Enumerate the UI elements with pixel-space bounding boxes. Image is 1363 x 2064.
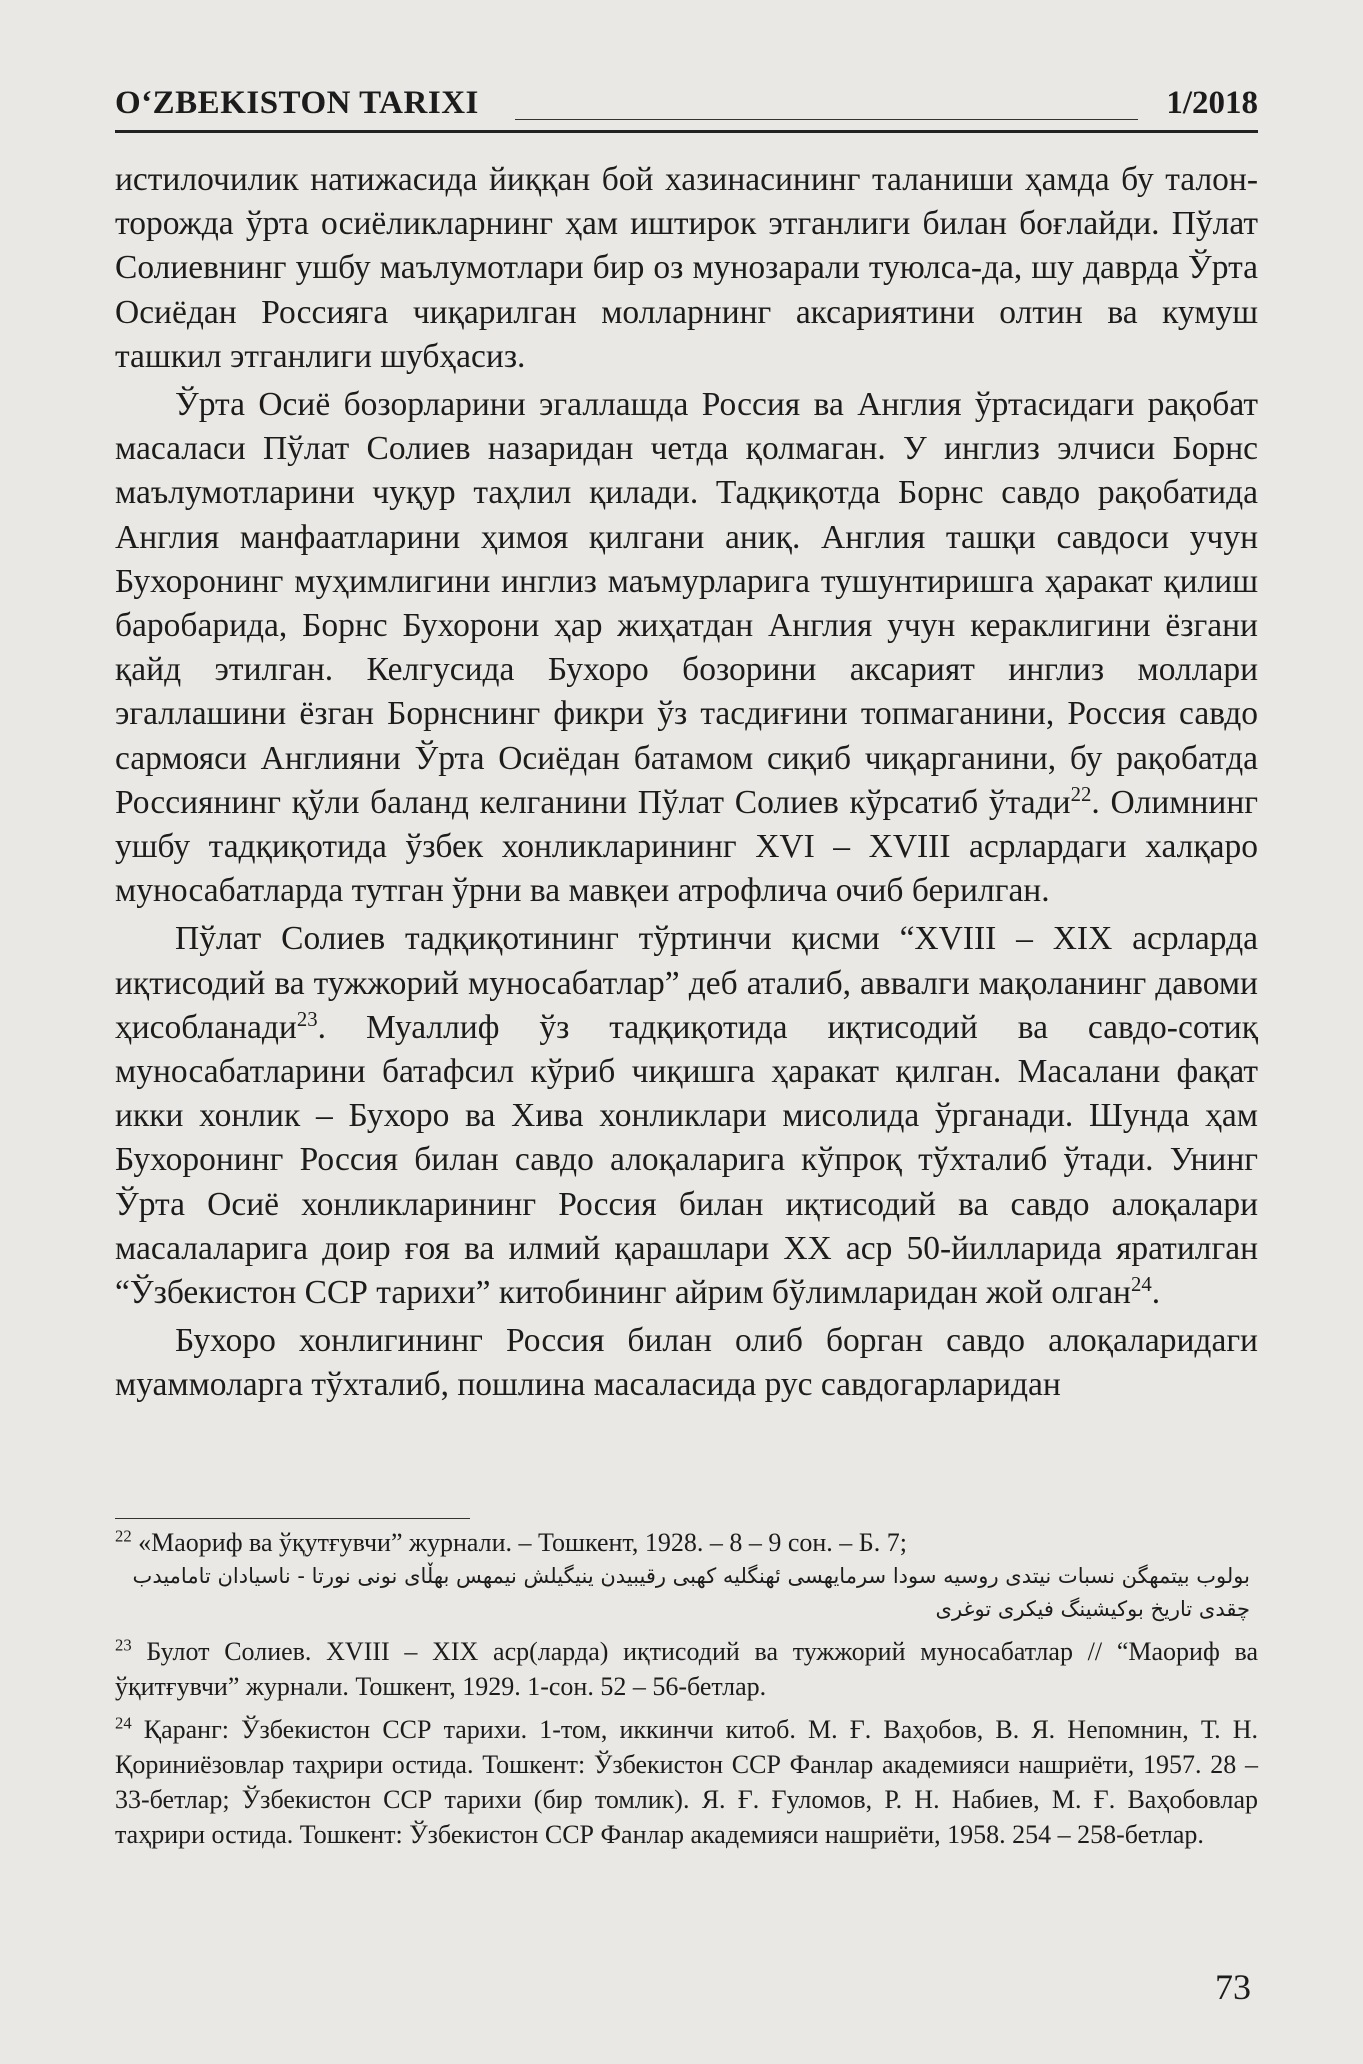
footnote-text: «Маориф ва ўқутғувчи” журнали. – Тошкент, 1928. – 8 – 9 сон. – Б. 7; <box>138 1528 907 1557</box>
footnote-number: 23 <box>115 1635 132 1655</box>
header-rule <box>515 119 1138 120</box>
journal-title: O‘ZBEKISTON TARIXI <box>115 85 479 121</box>
footnote-ref-24[interactable]: 24 <box>1130 1272 1152 1296</box>
footnote-number: 22 <box>115 1526 132 1546</box>
page-number: 73 <box>1215 1967 1251 2007</box>
footnote-ref-22[interactable]: 22 <box>1070 782 1092 806</box>
footnote-24 <box>115 1712 1258 1852</box>
paragraph-4: Бухоро хонлигининг Россия билан олиб борган савдо алоқаларидаги муаммоларга тўхталиб, пошлина масаласида рус савдогарларидан <box>115 1322 1258 1404</box>
paragraph-2 <box>115 383 1258 913</box>
footnote-arabic-quote: بولوب بیتمهگن نسبات نیتدی روسیه سودا سرمایهسی ئهنگلیه کهبی رقیبیدن ینیگیلش نیمهس بهڵای نونی نورتا - ناسیادان تامامیدب چقدی تاریخ بوکیشینگ فیکری توغری <box>132 1564 1250 1621</box>
running-header <box>115 62 1258 133</box>
footnote-23 <box>115 1634 1258 1704</box>
footnote-22 <box>115 1525 1258 1626</box>
paragraph-3-text-a: Пўлат Солиев тадқиқотининг тўртинчи қисми “XVIII – XIX асрларда иқтисодий ва тужжорий муносабатлар” деб аталиб, аввалги мақоланинг давоми ҳисобланади <box>115 920 1258 1046</box>
main-text <box>115 158 1258 1408</box>
footnotes <box>115 1525 1258 1860</box>
paragraph-3-text-c: . <box>1151 1274 1161 1312</box>
paragraph-3-text-b: . Муаллиф ўз тадқиқотида иқтисодий ва савдо-сотиқ муносабатларини батафсил кўриб чиқишга ҳаракат қилган. Масалани фақат икки хонлик – Бухоро ва Хива хонликлари мисолида ўрганади. Шунда ҳам Бухоронинг Россия билан савдо алоқаларига кўпроқ тўхталиб ўтади. Унинг Ўрта Осиё хонликларининг Россия билан иқтисодий ва савдо алоқалари масалаларига доир ғоя ва илмий қарашлари XX аср 50-йилларида яратилган “Ўзбекистон ССР тарихи” китобининг айрим бўлимларидан жой олган <box>115 1008 1258 1312</box>
footnote-number: 24 <box>115 1713 132 1733</box>
paragraph-3 <box>115 917 1258 1315</box>
issue-number: 1/2018 <box>1166 85 1258 121</box>
footnote-separator <box>115 1518 470 1519</box>
paragraph-2-text-a: Ўрта Осиё бозорларини эгаллашда Россия ва Англия ўртасидаги рақобат масаласи Пўлат Солиев назаридан четда қолмаган. У инглиз элчиси Борнс маълумотларини чуқур таҳлил қилади. Тадқиқотда Борнс савдо рақобатида Англия манфаатларини ҳимоя қилгани аниқ. Англия ташқи савдоси учун Бухоронинг муҳимлигини инглиз маъмурларига тушунтиришга ҳаракат қилиш баробарида, Борнс Бухорони ҳар жиҳатдан Англия учун кераклигини ёзгани қайд этилган. Келгусида Бухоро бозорини аксарият инглиз моллари эгаллашини ёзган Борнснинг фикри ўз тасдиғини топмаганини, Россия савдо сармояси Англияни Ўрта Осиёдан батамом сиқиб чиқарганини, бу рақобатда Россиянинг қўли баланд келганини Пўлат Солиев кўрсатиб ўтади <box>115 386 1258 821</box>
paragraph-1: истилочилик натижасида йиққан бой хазинасининг таланиши ҳамда бу талон-торожда ўрта осиёликларнинг ҳам иштирок этганлиги билан боғлайди. Пўлат Солиевнинг ушбу маълумотлари бир оз мунозарали туюлса-да, шу даврда Ўрта Осиёдан Россияга чиқарилган молларнинг аксариятини олтин ва кумуш ташкил этганлиги шубҳасиз. <box>115 161 1258 375</box>
paragraph-2-text-b: . Олимнинг ушбу тадқиқотида ўзбек хонликларининг XVI – XVIII асрлардаги халқаро муносабатларда тутган ўрни ва мавқеи атрофлича очиб берилган. <box>115 783 1259 910</box>
footnote-text: Булот Солиев. XVIII – XIX аср(ларда) иқтисодий ва тужжорий муносабатлар // “Маориф ва ўқитғувчи” журнали. Тошкент, 1929. 1-сон. 52 – 56-бетлар. <box>115 1637 1259 1701</box>
footnote-ref-23[interactable]: 23 <box>296 1007 318 1031</box>
footnote-text: Қаранг: Ўзбекистон ССР тарихи. 1-том, иккинчи китоб. М. Ғ. Ваҳобов, В. Я. Непомнин, Т. Н. Қориниёзовлар таҳрири остида. Тошкент: Ўзбекистон ССР Фанлар академияси нашриёти, 1957. 28 – 33-бетлар; Ўзбекистон ССР тарихи (бир томлик). Я. Ғ. Ғуломов, Р. Н. Набиев, М. Ғ. Ваҳобовлар таҳрири остида. Тошкент: Ўзбекистон ССР Фанлар академияси нашриёти, 1958. 254 – 258-бетлар. <box>115 1715 1259 1849</box>
